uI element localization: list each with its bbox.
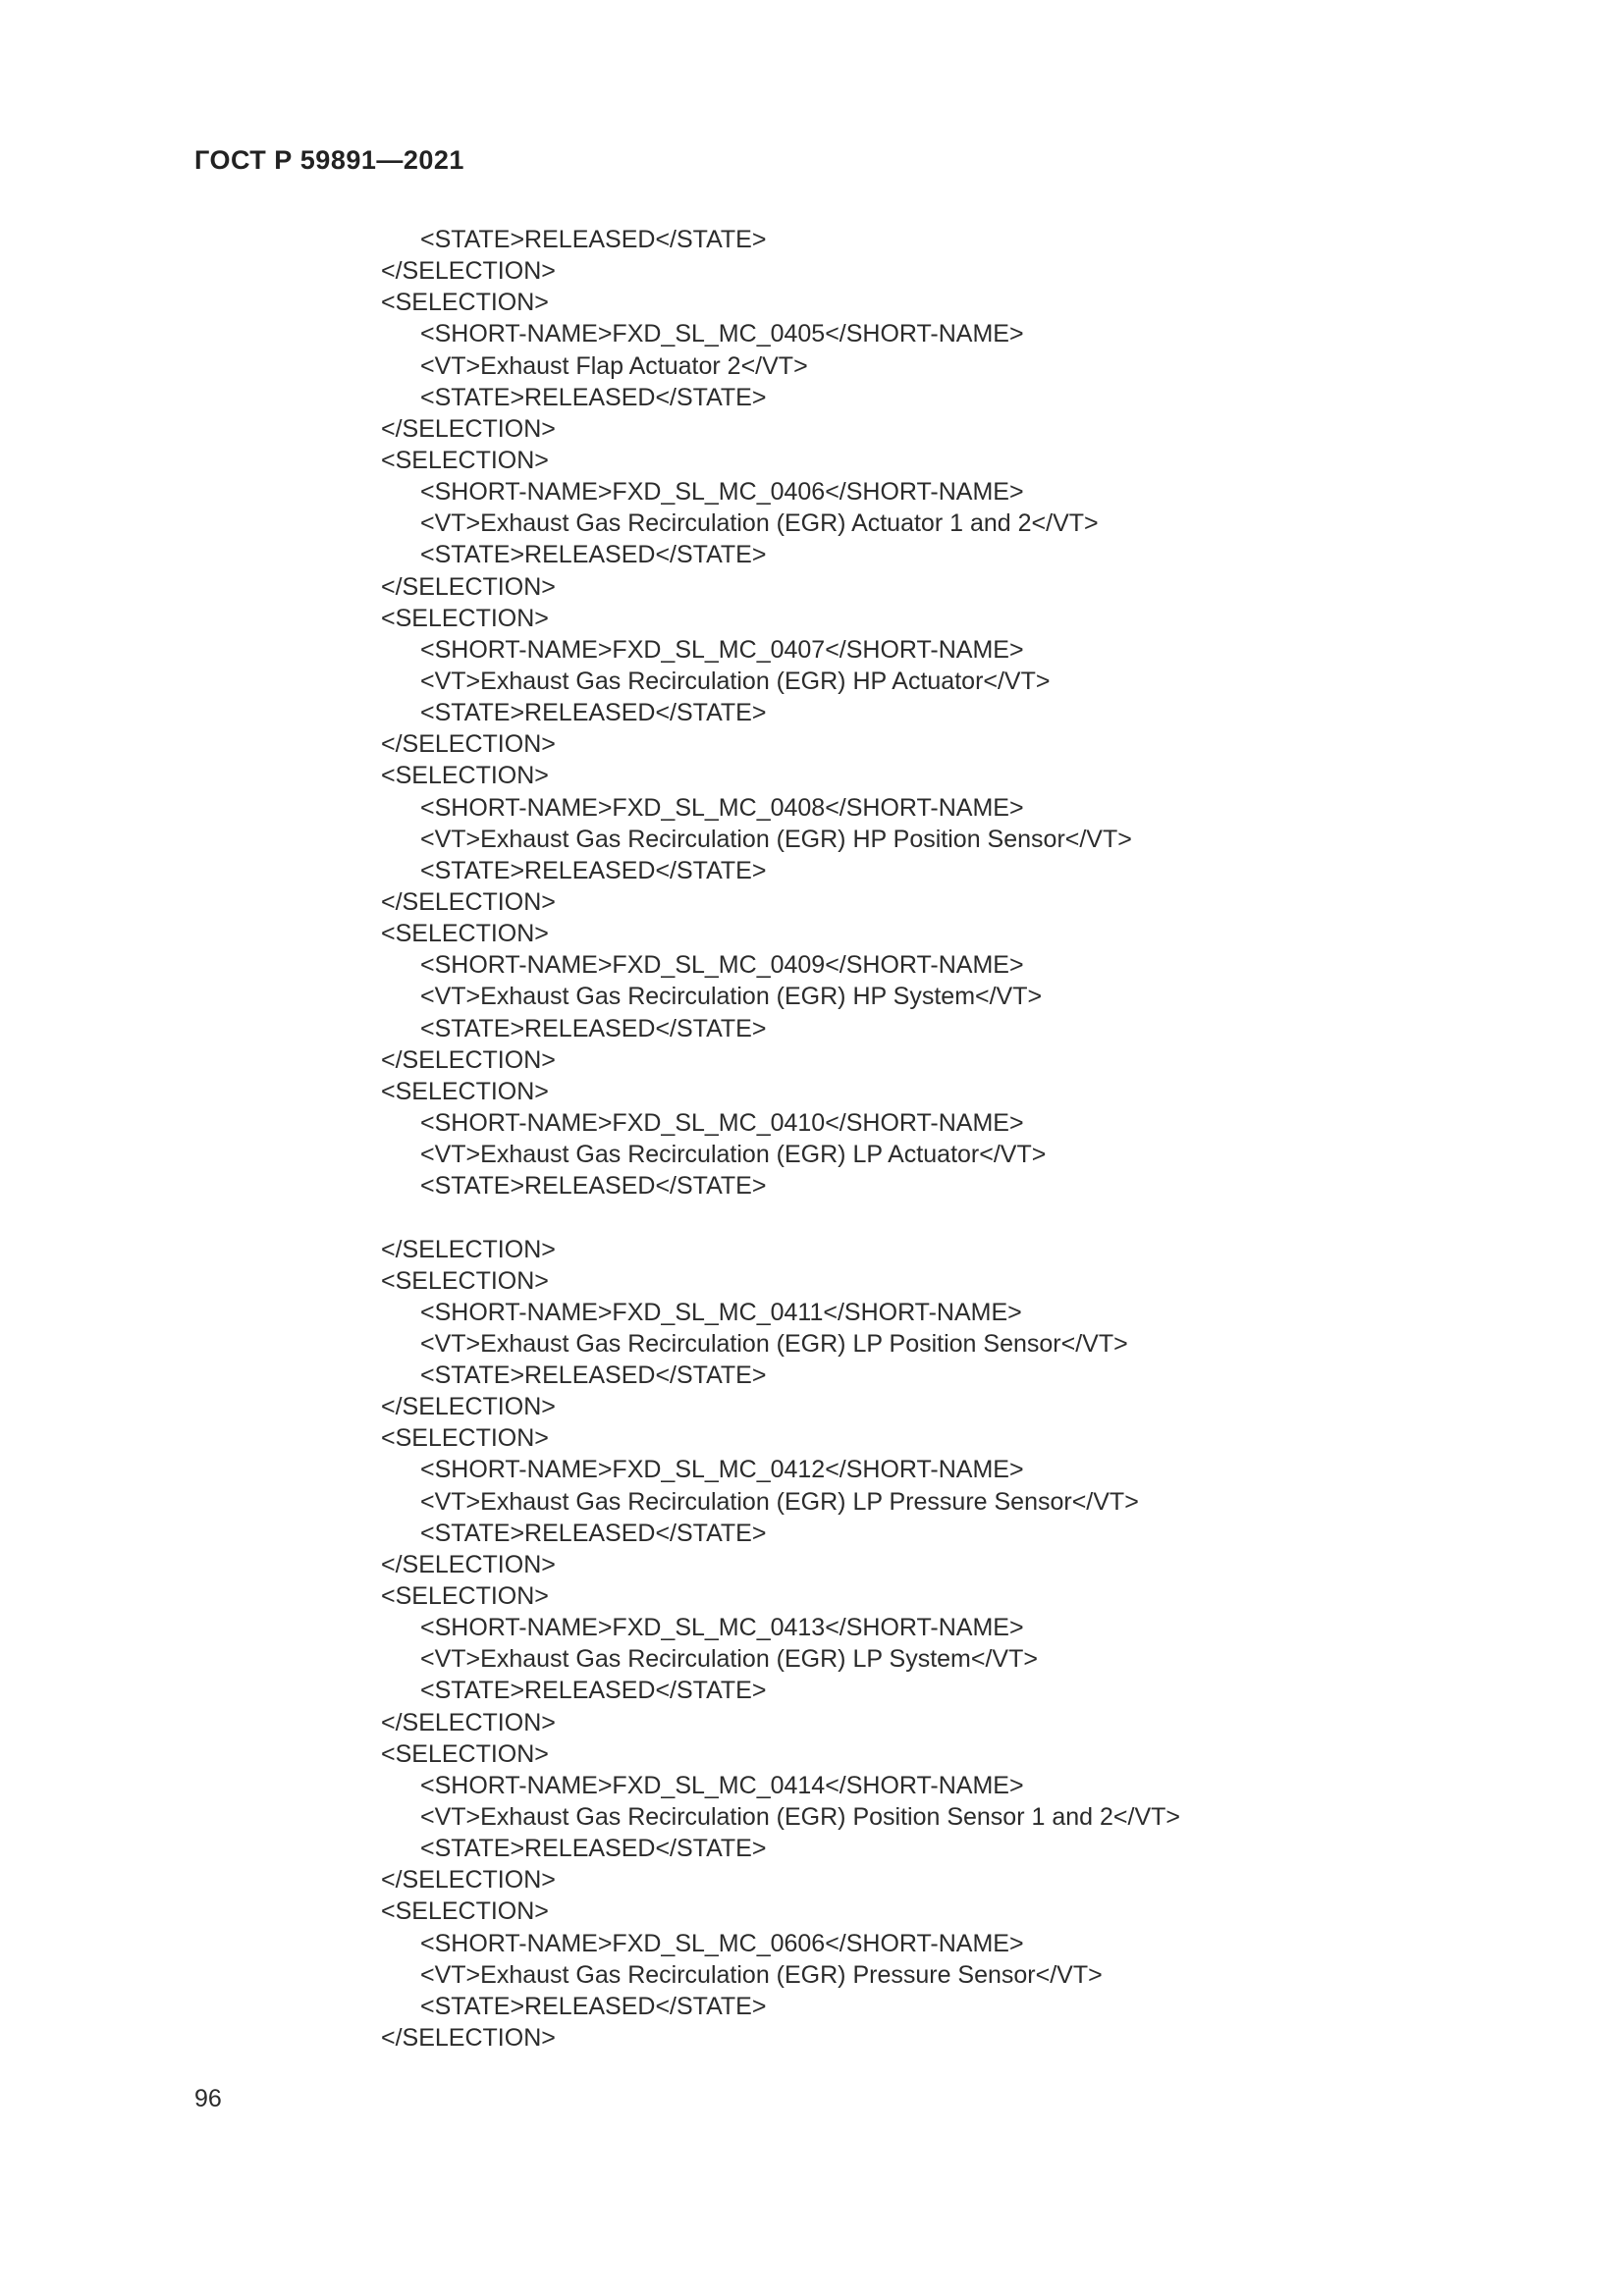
page-number: 96: [194, 2085, 222, 2112]
code-line: <VT>Exhaust Gas Recirculation (EGR) LP System</VT>: [420, 1645, 1038, 1674]
code-line: </SELECTION>: [381, 572, 556, 601]
code-line: <SELECTION>: [381, 1897, 549, 1926]
code-line: <SELECTION>: [381, 289, 549, 317]
code-line: <SELECTION>: [381, 604, 549, 632]
code-line: <STATE>RELEASED</STATE>: [420, 1835, 767, 1863]
code-line: <SHORT-NAME>FXD_SL_MC_0407</SHORT-NAME>: [420, 635, 1024, 664]
code-line: </SELECTION>: [381, 257, 556, 286]
code-line: <STATE>RELEASED</STATE>: [420, 1362, 767, 1390]
code-line-blank: [381, 1201, 1180, 1233]
code-line: </SELECTION>: [381, 1393, 556, 1421]
code-line: </SELECTION>: [381, 1235, 556, 1263]
code-line: <VT>Exhaust Gas Recirculation (EGR) Position Sensor 1 and 2</VT>: [420, 1803, 1180, 1832]
code-line: <SELECTION>: [381, 920, 549, 948]
code-line: <SELECTION>: [381, 1077, 549, 1105]
code-line: </SELECTION>: [381, 2024, 556, 2053]
code-line: </SELECTION>: [381, 1045, 556, 1074]
document-header: ГОСТ Р 59891—2021: [194, 145, 464, 175]
code-line: <STATE>RELEASED</STATE>: [420, 541, 767, 569]
code-line: <VT>Exhaust Gas Recirculation (EGR) LP Position Sensor</VT>: [420, 1329, 1128, 1358]
code-line: <STATE>RELEASED</STATE>: [420, 856, 767, 884]
code-line: </SELECTION>: [381, 887, 556, 916]
code-line: <VT>Exhaust Gas Recirculation (EGR) LP Pressure Sensor</VT>: [420, 1487, 1139, 1516]
code-line: <SHORT-NAME>FXD_SL_MC_0606</SHORT-NAME>: [420, 1929, 1024, 1957]
code-line: <VT>Exhaust Gas Recirculation (EGR) HP Actuator</VT>: [420, 667, 1051, 695]
code-line: </SELECTION>: [381, 1866, 556, 1895]
code-line: <VT>Exhaust Gas Recirculation (EGR) HP System</VT>: [420, 983, 1043, 1011]
code-line: </SELECTION>: [381, 730, 556, 759]
code-line: <STATE>RELEASED</STATE>: [420, 1992, 767, 2020]
code-line: <SELECTION>: [381, 1582, 549, 1611]
xml-code-listing: [381, 224, 1180, 2054]
code-line: <SHORT-NAME>FXD_SL_MC_0408</SHORT-NAME>: [420, 793, 1024, 822]
code-line: <SELECTION>: [381, 762, 549, 790]
code-line: <STATE>RELEASED</STATE>: [420, 383, 767, 411]
code-line: <SHORT-NAME>FXD_SL_MC_0414</SHORT-NAME>: [420, 1771, 1024, 1799]
code-line: <SHORT-NAME>FXD_SL_MC_0411</SHORT-NAME>: [420, 1298, 1022, 1326]
code-line: <STATE>RELEASED</STATE>: [420, 1677, 767, 1705]
code-line: </SELECTION>: [381, 1550, 556, 1578]
code-line: <SHORT-NAME>FXD_SL_MC_0406</SHORT-NAME>: [420, 478, 1024, 507]
code-line: <SHORT-NAME>FXD_SL_MC_0412</SHORT-NAME>: [420, 1456, 1024, 1484]
code-line: <VT>Exhaust Gas Recirculation (EGR) HP Position Sensor</VT>: [420, 825, 1132, 853]
code-line: <STATE>RELEASED</STATE>: [420, 1014, 767, 1042]
code-line: <VT>Exhaust Gas Recirculation (EGR) LP Actuator</VT>: [420, 1141, 1047, 1169]
code-line: </SELECTION>: [381, 414, 556, 443]
code-line: <STATE>RELEASED</STATE>: [420, 1519, 767, 1547]
code-line: <STATE>RELEASED</STATE>: [420, 226, 767, 253]
code-line: <VT>Exhaust Gas Recirculation (EGR) Actuator 1 and 2</VT>: [420, 509, 1099, 538]
code-line: <SELECTION>: [381, 1424, 549, 1453]
code-line: <SHORT-NAME>FXD_SL_MC_0410</SHORT-NAME>: [420, 1108, 1024, 1137]
code-line: <SELECTION>: [381, 446, 549, 474]
code-line: <VT>Exhaust Gas Recirculation (EGR) Pressure Sensor</VT>: [420, 1960, 1103, 1989]
code-line: <SHORT-NAME>FXD_SL_MC_0413</SHORT-NAME>: [420, 1614, 1024, 1642]
code-line: <STATE>RELEASED</STATE>: [420, 1172, 767, 1201]
code-line: <SELECTION>: [381, 1739, 549, 1768]
code-line: <VT>Exhaust Flap Actuator 2</VT>: [420, 351, 808, 380]
code-line: <SHORT-NAME>FXD_SL_MC_0405</SHORT-NAME>: [420, 320, 1024, 348]
code-line: <SHORT-NAME>FXD_SL_MC_0409</SHORT-NAME>: [420, 951, 1024, 980]
code-line: <SELECTION>: [381, 1266, 549, 1295]
code-line: <STATE>RELEASED</STATE>: [420, 699, 767, 727]
code-line: </SELECTION>: [381, 1708, 556, 1736]
